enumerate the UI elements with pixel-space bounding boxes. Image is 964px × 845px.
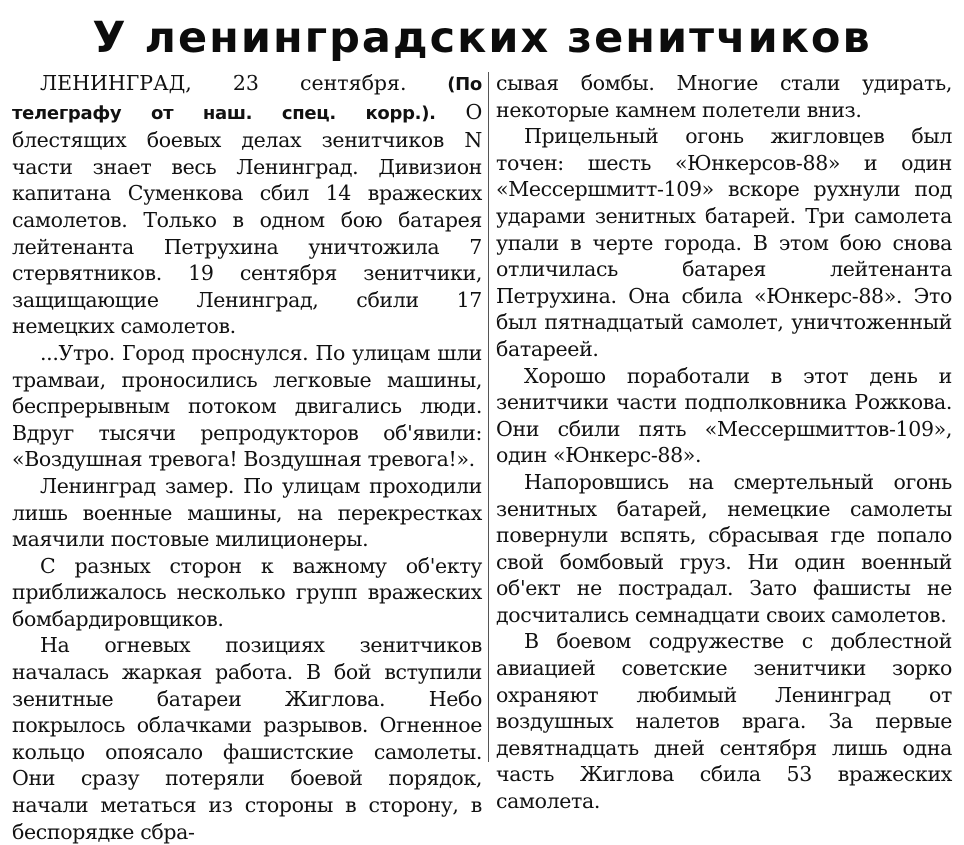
correspondent-credit: (По телеграфу от наш. спец. корр.). xyxy=(12,74,482,124)
paragraph-6: Прицельный огонь жигловцев был точен: шесть «Юнкерсов-88» и один «Мессершмитт-109» вскоре рухнули под ударами зенитных батарей. Три самолета упали в черте города. В этом бою снова отличилась батарея лейтенанта Петрухина. Она сбила «Юнкерс-88». Это был пятнадцатый самолет, уничтоженный батареей. xyxy=(496,124,952,361)
paragraph-5-continued: сывая бомбы. Многие стали удирать, некоторые камнем полетели вниз. xyxy=(496,71,952,122)
column-divider xyxy=(488,72,489,762)
paragraph-9: В боевом содружестве с доблестной авиацией советские зенитчики зорко охраняют любимый Ленинград от воздушных налетов врага. За первые девятнадцать дней сентября лишь одна часть Жиглова сбила 53 вражеских самолета. xyxy=(496,629,952,814)
paragraph-8: Напоровшись на смертельный огонь зенитных батарей, немецкие самолеты повернули вспять, сбрасывая где попало свой бомбовый груз. Ни один военный об'ект не пострадал. Зато фашисты не досчитались семнадцати своих самолетов. xyxy=(496,469,952,627)
paragraph-5: На огневых позициях зенитчиков началась жаркая работа. В бой вступили зенитные батареи Жиглова. Небо покрылось облачками разрывов. Огненное кольцо опоясало фашистские самолеты. Они сразу потеряли боевой порядок, начали метаться из стороны в сторону, в беспорядке сбра- xyxy=(12,633,482,844)
dateline: ЛЕНИНГРАД, 23 сентября. xyxy=(40,71,407,95)
paragraph-3: Ленинград замер. По улицам проходили лишь военные машины, на перекрестках маячили постовые милиционеры. xyxy=(12,473,482,552)
paragraph-1-text: О блестящих боевых делах зенитчиков N части знает весь Ленинград. Дивизион капитана Суменкова сбил 14 вражеских самолетов. Только в одном бою батарея лейтенанта Петрухина уничтожила 7 стервятников. 19 сентября зенитчики, защищающие Ленинград, сбили 17 немецких самолетов. xyxy=(12,99,482,339)
paragraph-4: С разных сторон к важному об'екту приближалось несколько групп вражеских бомбардировщиков. xyxy=(12,553,482,631)
paragraph-1 xyxy=(12,70,482,340)
article-column-right xyxy=(496,70,952,814)
paragraph-2: ...Утро. Город проснулся. По улицам шли трамваи, проносились легковые машины, беспрерывным потоком двигались люди. Вдруг тысячи репродукторов об'явили: «Воздушная тревога! Воздушная тревога!». xyxy=(12,340,482,472)
paragraph-7: Хорошо поработали в этот день и зенитчики части подполковника Рожкова. Они сбили пять «Мессершмиттов-109», один «Юнкерс-88». xyxy=(496,363,952,468)
article-column-left xyxy=(12,70,482,844)
headline: У ленинградских зенитчиков xyxy=(92,13,872,63)
